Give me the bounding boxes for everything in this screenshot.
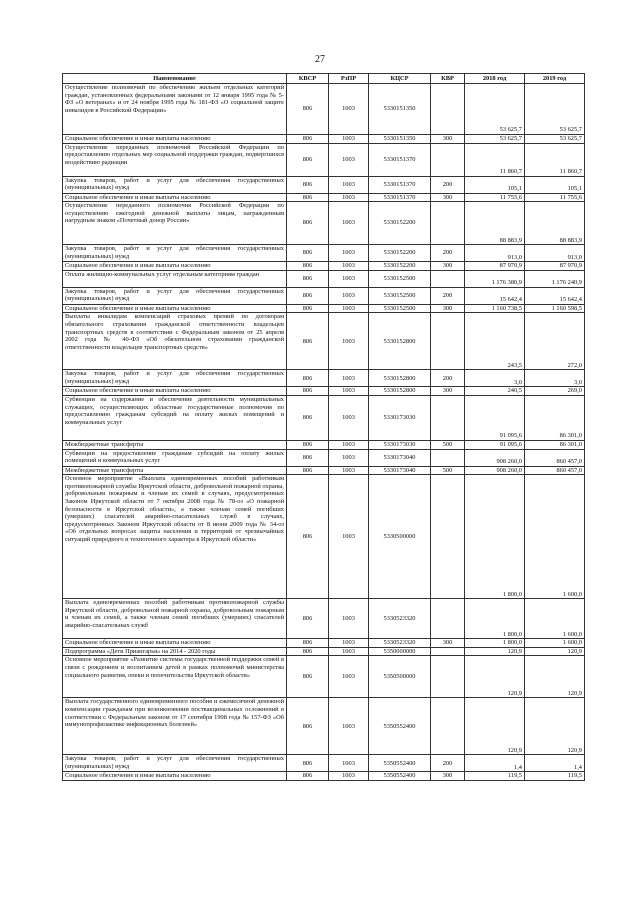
table-row bbox=[63, 143, 585, 176]
kvr-cell bbox=[431, 599, 465, 639]
name-cell: Социальное обеспечение и иные выплаты населению bbox=[63, 304, 287, 313]
kvr-cell: 200 bbox=[431, 176, 465, 193]
amount-2019-cell: 269,0 bbox=[525, 387, 585, 396]
kvr-cell: 200 bbox=[431, 755, 465, 772]
kvsr-cell: 806 bbox=[287, 475, 329, 599]
name-cell: Оплата жилищно-коммунальных услуг отдельным категориям граждан bbox=[63, 270, 287, 287]
header-kcsr: КЦСР bbox=[369, 74, 431, 84]
table-row bbox=[63, 475, 585, 599]
amount-2019-cell: 87 970,9 bbox=[525, 262, 585, 271]
kcsr-cell: 5330151370 bbox=[369, 193, 431, 202]
amount-2019-cell: 86 301,0 bbox=[525, 395, 585, 440]
amount-2018-cell: 91 095,6 bbox=[465, 440, 525, 449]
amount-2018-cell: 88 883,9 bbox=[465, 202, 525, 245]
amount-2019-cell: 11 755,6 bbox=[525, 193, 585, 202]
rzpr-cell: 1003 bbox=[329, 202, 369, 245]
kcsr-cell: 5330151370 bbox=[369, 143, 431, 176]
table-row bbox=[63, 656, 585, 698]
kvsr-cell: 806 bbox=[287, 639, 329, 648]
amount-2019-cell: 120,9 bbox=[525, 698, 585, 755]
kcsr-cell: 5330152800 bbox=[369, 387, 431, 396]
amount-2019-cell: 1 600,0 bbox=[525, 475, 585, 599]
rzpr-cell: 1003 bbox=[329, 313, 369, 370]
name-cell: Субвенции на содержание и обеспечение деятельности муниципальных служащих, осуществляющих областные государственные полномочия по предоставлению гражданам субсидий на оплату жилых помещений и коммунальных услуг bbox=[63, 395, 287, 440]
amount-2018-cell: 53 625,7 bbox=[465, 84, 525, 135]
kvr-cell: 500 bbox=[431, 440, 465, 449]
kvr-cell: 300 bbox=[431, 639, 465, 648]
rzpr-cell: 1003 bbox=[329, 755, 369, 772]
kcsr-cell: 5330152200 bbox=[369, 245, 431, 262]
kvr-cell: 300 bbox=[431, 135, 465, 144]
kvr-cell: 300 bbox=[431, 262, 465, 271]
table-row bbox=[63, 84, 585, 135]
kcsr-cell: 5330152800 bbox=[369, 313, 431, 370]
kcsr-cell: 5330500000 bbox=[369, 475, 431, 599]
rzpr-cell: 1003 bbox=[329, 370, 369, 387]
rzpr-cell: 1003 bbox=[329, 287, 369, 304]
amount-2019-cell: 860 457,0 bbox=[525, 449, 585, 466]
kvsr-cell: 806 bbox=[287, 449, 329, 466]
amount-2019-cell: 3,0 bbox=[525, 370, 585, 387]
rzpr-cell: 1003 bbox=[329, 84, 369, 135]
kvr-cell bbox=[431, 84, 465, 135]
name-cell: Социальное обеспечение и иные выплаты населению bbox=[63, 639, 287, 648]
amount-2019-cell: 860 457,0 bbox=[525, 466, 585, 475]
kvr-cell: 200 bbox=[431, 287, 465, 304]
kvsr-cell: 806 bbox=[287, 387, 329, 396]
name-cell: Социальное обеспечение и иные выплаты населению bbox=[63, 772, 287, 781]
table-row bbox=[63, 387, 585, 396]
amount-2018-cell: 240,5 bbox=[465, 387, 525, 396]
amount-2018-cell: 913,0 bbox=[465, 245, 525, 262]
kvr-cell: 300 bbox=[431, 387, 465, 396]
amount-2019-cell: 1 600,0 bbox=[525, 639, 585, 648]
amount-2018-cell: 908 260,0 bbox=[465, 449, 525, 466]
name-cell: Закупка товаров, работ и услуг для обеспечения государственных (муниципальных) нужд bbox=[63, 370, 287, 387]
table-row bbox=[63, 440, 585, 449]
rzpr-cell: 1003 bbox=[329, 135, 369, 144]
kcsr-cell: 5330152500 bbox=[369, 287, 431, 304]
kvsr-cell: 806 bbox=[287, 262, 329, 271]
amount-2018-cell: 1 800,0 bbox=[465, 639, 525, 648]
amount-2019-cell: 1 160 598,5 bbox=[525, 304, 585, 313]
amount-2018-cell: 53 625,7 bbox=[465, 135, 525, 144]
kcsr-cell: 5330151370 bbox=[369, 176, 431, 193]
amount-2018-cell: 1 800,0 bbox=[465, 475, 525, 599]
name-cell: Подпрограмма «Дети Приангарья» на 2014 - 2020 годы bbox=[63, 647, 287, 656]
table-row bbox=[63, 193, 585, 202]
table-row bbox=[63, 202, 585, 245]
kcsr-cell: 5330152200 bbox=[369, 262, 431, 271]
amount-2018-cell: 243,5 bbox=[465, 313, 525, 370]
header-kvr: КВР bbox=[431, 74, 465, 84]
kvsr-cell: 806 bbox=[287, 193, 329, 202]
name-cell: Закупка товаров, работ и услуг для обеспечения государственных (муниципальных) нужд bbox=[63, 755, 287, 772]
rzpr-cell: 1003 bbox=[329, 176, 369, 193]
kvr-cell: 200 bbox=[431, 245, 465, 262]
amount-2019-cell: 105,1 bbox=[525, 176, 585, 193]
table-row bbox=[63, 135, 585, 144]
name-cell: Закупка товаров, работ и услуг для обеспечения государственных (муниципальных) нужд bbox=[63, 245, 287, 262]
kvr-cell bbox=[431, 270, 465, 287]
amount-2019-cell: 272,0 bbox=[525, 313, 585, 370]
kvsr-cell: 806 bbox=[287, 143, 329, 176]
kvsr-cell: 806 bbox=[287, 245, 329, 262]
budget-table bbox=[62, 73, 585, 781]
amount-2019-cell: 1 600,0 bbox=[525, 599, 585, 639]
name-cell: Социальное обеспечение и иные выплаты населению bbox=[63, 193, 287, 202]
kcsr-cell: 5330152200 bbox=[369, 202, 431, 245]
kcsr-cell: 5330173040 bbox=[369, 449, 431, 466]
amount-2019-cell: 88 883,9 bbox=[525, 202, 585, 245]
kcsr-cell: 5350552400 bbox=[369, 772, 431, 781]
name-cell: Выплаты инвалидам компенсаций страховых премий по договорам обязательного страхования гражданской ответственности владельцев транспортных средств в соответствии с Федеральным законом от 25 апреля 2002 года № 40-ФЗ «Об обязательном страховании гражданской ответственности владельцев транспортных средств» bbox=[63, 313, 287, 370]
kvr-cell bbox=[431, 475, 465, 599]
rzpr-cell: 1003 bbox=[329, 440, 369, 449]
amount-2018-cell: 1 176 380,9 bbox=[465, 270, 525, 287]
kcsr-cell: 5330152500 bbox=[369, 304, 431, 313]
amount-2018-cell: 1 160 738,5 bbox=[465, 304, 525, 313]
name-cell: Социальное обеспечение и иные выплаты населению bbox=[63, 135, 287, 144]
kcsr-cell: 5330151350 bbox=[369, 135, 431, 144]
kcsr-cell: 5330523320 bbox=[369, 639, 431, 648]
amount-2018-cell: 11 755,6 bbox=[465, 193, 525, 202]
table-row bbox=[63, 270, 585, 287]
amount-2019-cell: 86 301,0 bbox=[525, 440, 585, 449]
amount-2019-cell: 1 176 240,9 bbox=[525, 270, 585, 287]
kvsr-cell: 806 bbox=[287, 313, 329, 370]
amount-2019-cell: 119,5 bbox=[525, 772, 585, 781]
table-row bbox=[63, 599, 585, 639]
table-row bbox=[63, 755, 585, 772]
kvr-cell bbox=[431, 647, 465, 656]
kvr-cell: 300 bbox=[431, 193, 465, 202]
kvsr-cell: 806 bbox=[287, 698, 329, 755]
kvr-cell: 300 bbox=[431, 772, 465, 781]
rzpr-cell: 1003 bbox=[329, 772, 369, 781]
rzpr-cell: 1003 bbox=[329, 193, 369, 202]
table-row bbox=[63, 698, 585, 755]
table-row bbox=[63, 466, 585, 475]
kcsr-cell: 5350552400 bbox=[369, 755, 431, 772]
header-2019: 2019 год bbox=[525, 74, 585, 84]
amount-2018-cell: 1,4 bbox=[465, 755, 525, 772]
kvsr-cell: 806 bbox=[287, 135, 329, 144]
amount-2018-cell: 908 260,0 bbox=[465, 466, 525, 475]
kcsr-cell: 5330152500 bbox=[369, 270, 431, 287]
amount-2018-cell: 1 800,0 bbox=[465, 599, 525, 639]
amount-2019-cell: 53 625,7 bbox=[525, 84, 585, 135]
rzpr-cell: 1003 bbox=[329, 599, 369, 639]
kvsr-cell: 806 bbox=[287, 370, 329, 387]
rzpr-cell: 1003 bbox=[329, 143, 369, 176]
table-row bbox=[63, 287, 585, 304]
rzpr-cell: 1003 bbox=[329, 449, 369, 466]
kcsr-cell: 5330173030 bbox=[369, 440, 431, 449]
rzpr-cell: 1003 bbox=[329, 387, 369, 396]
amount-2019-cell: 11 860,7 bbox=[525, 143, 585, 176]
kvr-cell: 300 bbox=[431, 304, 465, 313]
table-row bbox=[63, 304, 585, 313]
amount-2019-cell: 913,0 bbox=[525, 245, 585, 262]
kvsr-cell: 806 bbox=[287, 176, 329, 193]
page-number: 27 bbox=[315, 54, 325, 65]
rzpr-cell: 1003 bbox=[329, 245, 369, 262]
kcsr-cell: 5330173030 bbox=[369, 395, 431, 440]
amount-2018-cell: 119,5 bbox=[465, 772, 525, 781]
kcsr-cell: 5330151350 bbox=[369, 84, 431, 135]
amount-2018-cell: 120,9 bbox=[465, 647, 525, 656]
rzpr-cell: 1003 bbox=[329, 270, 369, 287]
rzpr-cell: 1003 bbox=[329, 304, 369, 313]
kcsr-cell: 5330173040 bbox=[369, 466, 431, 475]
kcsr-cell: 5350500000 bbox=[369, 656, 431, 698]
kvr-cell bbox=[431, 395, 465, 440]
rzpr-cell: 1003 bbox=[329, 475, 369, 599]
rzpr-cell: 1003 bbox=[329, 656, 369, 698]
table-row bbox=[63, 395, 585, 440]
table-header-row bbox=[63, 74, 585, 84]
name-cell: Закупка товаров, работ и услуг для обеспечения государственных (муниципальных) нужд bbox=[63, 287, 287, 304]
kvsr-cell: 806 bbox=[287, 270, 329, 287]
name-cell: Осуществление полномочий по обеспечению жильем отдельных категорий граждан, установленных федеральными законами от 12 января 1995 года № 5-ФЗ «О ветеранах» и от 24 ноября 1995 года № 181-ФЗ «О социальной защите инвалидов в Российской Федерации» bbox=[63, 84, 287, 135]
table-row bbox=[63, 262, 585, 271]
kcsr-cell: 5330152800 bbox=[369, 370, 431, 387]
header-name: Наименование bbox=[63, 74, 287, 84]
rzpr-cell: 1003 bbox=[329, 698, 369, 755]
amount-2019-cell: 53 625,7 bbox=[525, 135, 585, 144]
kvsr-cell: 806 bbox=[287, 202, 329, 245]
rzpr-cell: 1003 bbox=[329, 647, 369, 656]
kvr-cell bbox=[431, 449, 465, 466]
kvr-cell bbox=[431, 656, 465, 698]
table-row bbox=[63, 245, 585, 262]
kvr-cell bbox=[431, 202, 465, 245]
amount-2018-cell: 15 642,4 bbox=[465, 287, 525, 304]
amount-2019-cell: 120,9 bbox=[525, 656, 585, 698]
kvsr-cell: 806 bbox=[287, 755, 329, 772]
table-row bbox=[63, 449, 585, 466]
kvsr-cell: 806 bbox=[287, 772, 329, 781]
amount-2018-cell: 11 860,7 bbox=[465, 143, 525, 176]
table-row bbox=[63, 176, 585, 193]
kcsr-cell: 5350552400 bbox=[369, 698, 431, 755]
name-cell: Социальное обеспечение и иные выплаты населению bbox=[63, 387, 287, 396]
header-kvsr: КВСР bbox=[287, 74, 329, 84]
table-row bbox=[63, 370, 585, 387]
name-cell: Закупка товаров, работ и услуг для обеспечения государственных (муниципальных) нужд bbox=[63, 176, 287, 193]
amount-2018-cell: 105,1 bbox=[465, 176, 525, 193]
name-cell: Социальное обеспечение и иные выплаты населению bbox=[63, 262, 287, 271]
amount-2019-cell: 15 642,4 bbox=[525, 287, 585, 304]
kvsr-cell: 806 bbox=[287, 304, 329, 313]
kvsr-cell: 806 bbox=[287, 647, 329, 656]
name-cell: Основное мероприятие «Развитие системы государственной поддержки семей в связи с рождением и воспитанием детей в рамках полномочий министерства социального развития, опеки и попечительства Иркутской области» bbox=[63, 656, 287, 698]
kcsr-cell: 5330523320 bbox=[369, 599, 431, 639]
kvr-cell bbox=[431, 698, 465, 755]
kvsr-cell: 806 bbox=[287, 599, 329, 639]
amount-2018-cell: 87 970,9 bbox=[465, 262, 525, 271]
header-2018: 2018 год bbox=[465, 74, 525, 84]
name-cell: Основное мероприятие «Выплата единовременных пособий работникам противопожарной службы Иркутской области, добровольной пожарной охраны, добровольным пожарным и членам их семей в случаях, предусмотренных Законом Иркутской области от 7 октября 2008 года № 78-оз «О пожарной безопасности в Иркутской области», а также членам семей погибших (умерших) спасателей аварийно-спасательных служб в случаях, предусмотренных Законом Иркутской области от 8 июня 2009 года № 34-оз «Об отдельных вопросах защиты населения и территорий от чрезвычайных ситуаций природного и техногенного характера в Иркутской области» bbox=[63, 475, 287, 599]
table-row bbox=[63, 639, 585, 648]
kvsr-cell: 806 bbox=[287, 466, 329, 475]
name-cell: Осуществление переданных полномочий Российской Федерации по предоставлению отдельных мер социальной поддержки граждан, подвергшихся воздействию радиации bbox=[63, 143, 287, 176]
kvsr-cell: 806 bbox=[287, 440, 329, 449]
kvr-cell: 200 bbox=[431, 370, 465, 387]
amount-2018-cell: 3,0 bbox=[465, 370, 525, 387]
amount-2018-cell: 120,9 bbox=[465, 698, 525, 755]
name-cell: Выплата государственного единовременного пособия и ежемесячной денежной компенсации гражданам при возникновении поствакцинальных осложнений в соответствии с Федеральным законом от 17 сентября 1998 года № 157-ФЗ «Об иммунопрофилактике инфекционных болезней» bbox=[63, 698, 287, 755]
kvsr-cell: 806 bbox=[287, 287, 329, 304]
amount-2018-cell: 120,9 bbox=[465, 656, 525, 698]
header-rzpr: РзПР bbox=[329, 74, 369, 84]
kvsr-cell: 806 bbox=[287, 656, 329, 698]
table-row bbox=[63, 647, 585, 656]
kvsr-cell: 806 bbox=[287, 84, 329, 135]
name-cell: Осуществление переданного полномочия Российской Федерации по осуществлению ежегодной денежной выплаты лицам, награжденным нагрудным знаком «Почетный донор России» bbox=[63, 202, 287, 245]
table-row bbox=[63, 772, 585, 781]
rzpr-cell: 1003 bbox=[329, 395, 369, 440]
name-cell: Субвенции на предоставление гражданам субсидий на оплату жилых помещений и коммунальных услуг bbox=[63, 449, 287, 466]
amount-2019-cell: 120,9 bbox=[525, 647, 585, 656]
kcsr-cell: 5350000000 bbox=[369, 647, 431, 656]
kvsr-cell: 806 bbox=[287, 395, 329, 440]
kvr-cell: 500 bbox=[431, 466, 465, 475]
kvr-cell bbox=[431, 313, 465, 370]
table-row bbox=[63, 313, 585, 370]
rzpr-cell: 1003 bbox=[329, 262, 369, 271]
rzpr-cell: 1003 bbox=[329, 639, 369, 648]
kvr-cell bbox=[431, 143, 465, 176]
name-cell: Выплата единовременных пособий работникам противопожарной службы Иркутской области, добровольной пожарной охраны, добровольным пожарным и членам их семей, а также членам семей погибших (умерших) спасателей аварийно-спасательных служб bbox=[63, 599, 287, 639]
amount-2018-cell: 91 095,6 bbox=[465, 395, 525, 440]
rzpr-cell: 1003 bbox=[329, 466, 369, 475]
name-cell: Межбюджетные трансферты bbox=[63, 440, 287, 449]
name-cell: Межбюджетные трансферты bbox=[63, 466, 287, 475]
amount-2019-cell: 1,4 bbox=[525, 755, 585, 772]
